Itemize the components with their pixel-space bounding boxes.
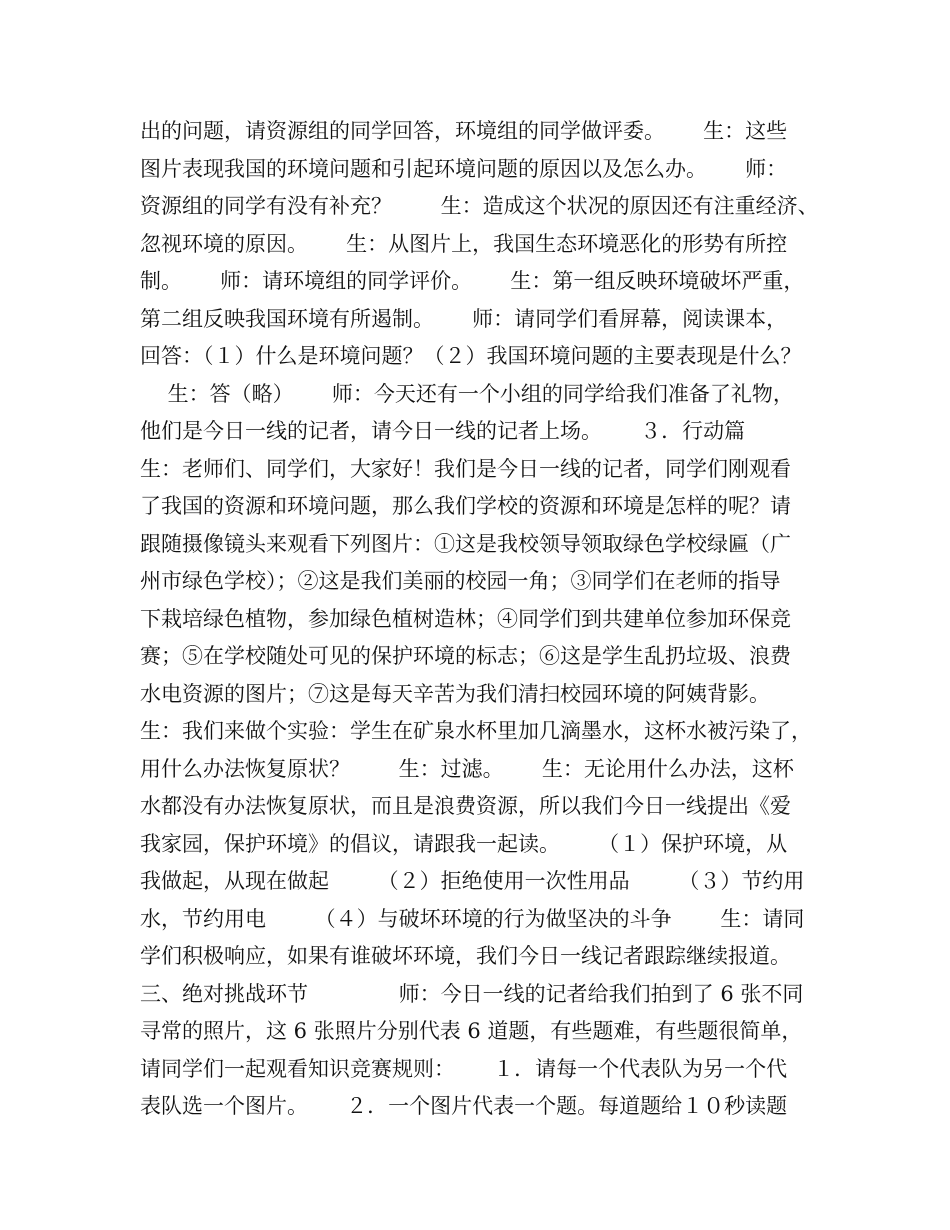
text-line: 第二组反映我国环境有所遏制。 师：请同学们看屏幕，阅读课本， — [140, 306, 788, 331]
text-line: 生：老师们、同学们，大家好！我们是今日一线的记者，同学们刚观看 — [140, 456, 791, 481]
text-line: 资源组的同学有没有补充？ 生：造成这个状况的原因还有注重经济、 — [140, 194, 819, 218]
text-line: 生：答（略） 师：今天还有一个小组的同学给我们准备了礼物， — [140, 381, 794, 406]
text-line: 我做起，从现在做起 （２）拒绝使用一次性用品 （３）节约用 — [140, 869, 805, 893]
text-line: 了我国的资源和环境问题，那么我们学校的资源和环境是怎样的呢？请 — [140, 494, 791, 518]
text-line: 寻常的照片，这 6 张照片分别代表 6 道题，有些题难，有些题很简单， — [140, 1019, 803, 1043]
text-line: 忽视环境的原因。 生：从图片上，我国生态环境恶化的形势有所控 — [140, 231, 788, 256]
text-line: 水都没有办法恢复原状，而且是浪费资源，所以我们今日一线提出《爱 — [140, 794, 791, 818]
text-line: 出的问题，请资源组的同学回答，环境组的同学做评委。 生：这些 — [140, 119, 788, 143]
text-line: 图片表现我国的环境问题和引起环境问题的原因以及怎么办。 师： — [140, 156, 788, 181]
text-line: 表队选一个图片。 ２．一个图片代表一个题。每道题给１０秒读题 — [140, 1094, 788, 1118]
text-line: 回答：（１）什么是环境问题？（２）我国环境问题的主要表现是什么？ — [140, 344, 802, 368]
text-line: 生：我们来做个实验：学生在矿泉水杯里加几滴墨水，这杯水被污染了， — [140, 719, 812, 743]
text-line: 水电资源的图片；⑦这是每天辛苦为我们清扫校园环境的阿姨背影。 — [140, 681, 770, 706]
body-text — [140, 113, 820, 1126]
text-line: 他们是今日一线的记者，请今日一线的记者上场。 ３．行动篇 — [140, 419, 746, 443]
text-line: 请同学们一起观看知识竞赛规则： １．请每一个代表队为另一个代 — [140, 1056, 788, 1081]
text-line: 用什么办法恢复原状？ 生：过滤。 生：无论用什么办法，这杯 — [140, 756, 794, 781]
text-line: 学们积极响应，如果有谁破坏环境，我们今日一线记者跟踪继续报道。 — [140, 944, 791, 968]
text-line: 三、绝对挑战环节 师：今日一线的记者给我们拍到了 6 张不同 — [140, 981, 804, 1006]
text-line: 制。 师：请环境组的同学评价。 生：第一组反映环境破坏严重， — [140, 269, 805, 293]
text-line: 下栽培绿色植物，参加绿色植树造林；④同学们到共建单位参加环保竞 — [140, 606, 791, 631]
text-line: 州市绿色学校）；②这是我们美丽的校园一角；③同学们在老师的指导 — [140, 569, 781, 593]
text-line: 我家园，保护环境》的倡议，请跟我一起读。 （１）保护环境，从 — [140, 831, 788, 856]
text-line: 跟随摄像镜头来观看下列图片：①这是我校领导领取绿色学校绿匾（广 — [140, 531, 791, 556]
text-line: 赛；⑤在学校随处可见的保护环境的标志；⑥这是学生乱扔垃圾、浪费 — [140, 644, 791, 668]
text-line: 水，节约用电 （４）与破坏环境的行为做坚决的斗争 生：请同 — [140, 906, 805, 931]
